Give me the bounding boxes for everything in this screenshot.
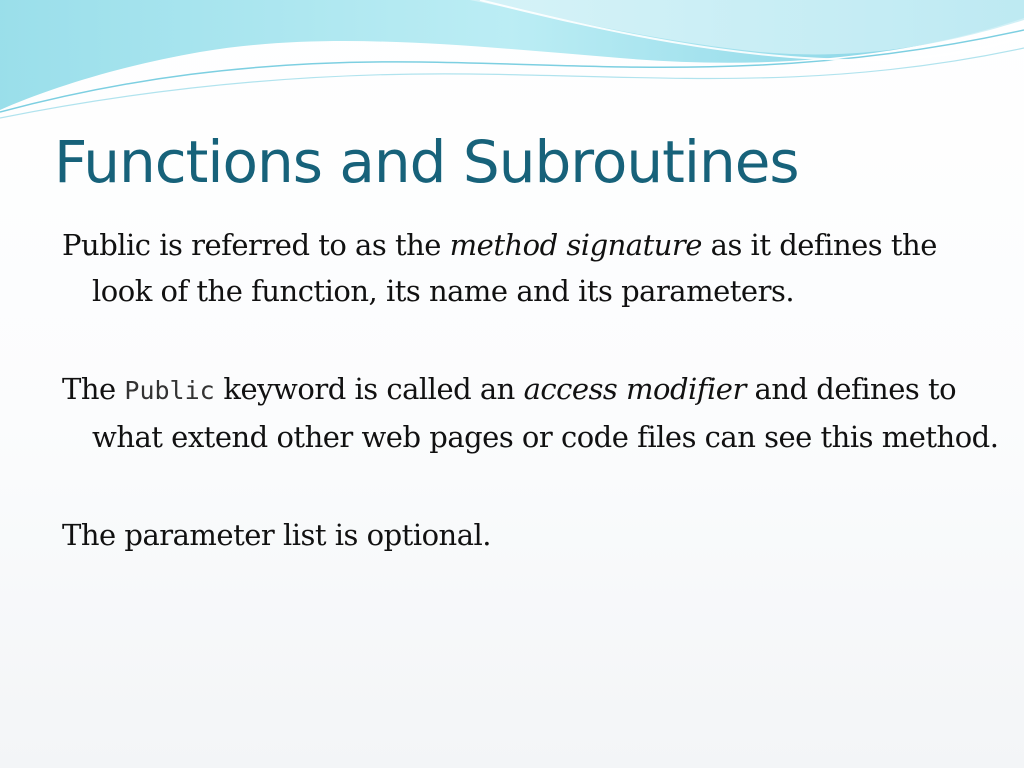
- text-segment: The: [62, 372, 125, 406]
- paragraph-access-modifier: [62, 366, 1002, 460]
- text-segment: Public is referred to as the: [62, 228, 450, 262]
- paragraph-parameter-list: [62, 512, 1002, 558]
- term-method-signature: method signature: [449, 228, 702, 262]
- code-keyword-public: Public: [124, 376, 215, 405]
- paragraph-method-signature: [62, 222, 1002, 314]
- text-segment: and defines to what extend other web pages or code files can see this method.: [92, 372, 999, 454]
- text-segment: The parameter list is optional.: [62, 518, 492, 552]
- text-segment: keyword is called an: [214, 372, 524, 406]
- header-wave-decoration: [0, 0, 1024, 130]
- slide-body: [62, 222, 1002, 558]
- term-access-modifier: access modifier: [523, 372, 746, 406]
- slide-title: Functions and Subroutines: [54, 128, 799, 196]
- text-segment: as it defines the look of the function, its name and its parameters.: [92, 228, 937, 308]
